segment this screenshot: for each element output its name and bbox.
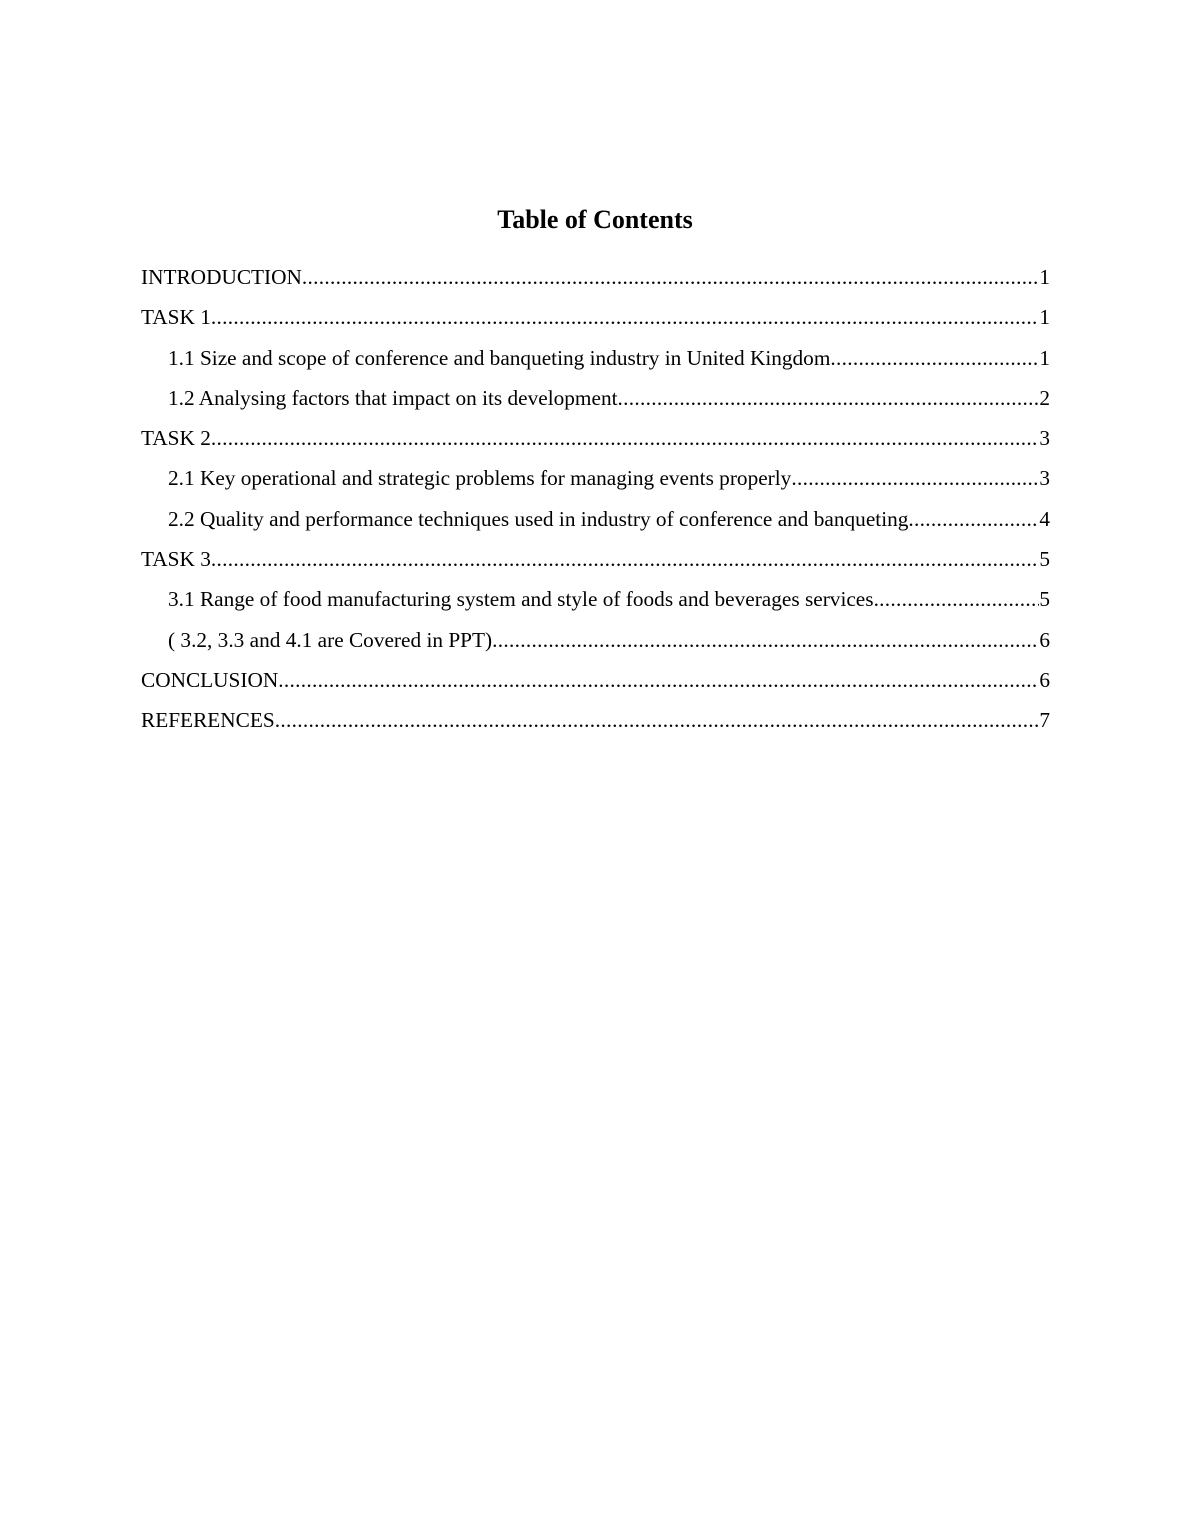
- toc-entry-2-2[interactable]: [141, 499, 1050, 539]
- toc-title: Table of Contents: [497, 205, 693, 234]
- toc-entry-text: 2.2 Quality and performance techniques used in industry of conference and banqueting: [168, 506, 909, 531]
- toc-dot-leader: [302, 257, 1039, 297]
- toc-page-number: 6: [1039, 627, 1050, 652]
- toc-dot-leader: [908, 499, 1039, 539]
- toc-list: [141, 257, 1050, 741]
- toc-dot-leader: [275, 700, 1040, 740]
- toc-entry-1-1[interactable]: [141, 338, 1050, 378]
- toc-page-number: 3: [1039, 466, 1050, 491]
- toc-dot-leader: [211, 297, 1039, 337]
- toc-entry-1-2[interactable]: [141, 378, 1050, 418]
- toc-dot-leader: [278, 660, 1039, 700]
- toc-dot-leader: [211, 418, 1039, 458]
- toc-page-number: 5: [1039, 547, 1050, 572]
- toc-entry-text: 3.1 Range of food manufacturing system and style of foods and beverages services: [168, 587, 874, 612]
- toc-page-number: 7: [1039, 708, 1050, 733]
- toc-entry-text: REFERENCES: [141, 708, 275, 733]
- toc-entry-text: CONCLUSION: [141, 667, 279, 692]
- toc-page-number: 5: [1039, 587, 1050, 612]
- toc-page-number: 1: [1039, 265, 1050, 289]
- toc-entry-text: TASK 3: [141, 547, 211, 572]
- toc-page-number: 1: [1039, 345, 1050, 370]
- toc-entry-text: TASK 1: [141, 305, 211, 330]
- toc-page-number: 6: [1039, 667, 1050, 692]
- toc-entry-text: 1.2 Analysing factors that impact on its development: [168, 385, 618, 410]
- toc-dot-leader: [791, 458, 1039, 498]
- toc-entry-3-1[interactable]: [141, 579, 1050, 619]
- toc-page-number: 2: [1039, 385, 1050, 410]
- toc-dot-leader: [211, 539, 1039, 579]
- toc-entry-text: ( 3.2, 3.3 and 4.1 are Covered in PPT): [168, 627, 493, 652]
- toc-entry-text: 1.1 Size and scope of conference and banqueting industry in United Kingdom: [168, 345, 831, 370]
- toc-entry-task-3[interactable]: [141, 539, 1050, 579]
- toc-dot-leader: [492, 620, 1039, 660]
- toc-entry-2-1[interactable]: [141, 458, 1050, 498]
- toc-page-number: 3: [1039, 426, 1050, 451]
- toc-dot-leader: [830, 338, 1039, 378]
- toc-entry-text: TASK 2: [141, 426, 211, 451]
- toc-entry-references[interactable]: [141, 700, 1050, 740]
- toc-entry-task-1[interactable]: [141, 297, 1050, 337]
- toc-entry-conclusion[interactable]: [141, 660, 1050, 700]
- toc-entry-text: 2.1 Key operational and strategic problems for managing events properly: [168, 466, 792, 491]
- toc-entry-text: INTRODUCTION: [141, 265, 302, 289]
- toc-page-number: 4: [1039, 506, 1050, 531]
- toc-entry-introduction[interactable]: [141, 257, 1050, 297]
- toc-dot-leader: [618, 378, 1040, 418]
- toc-entry-ppt-note[interactable]: [141, 620, 1050, 660]
- toc-page-number: 1: [1039, 305, 1050, 330]
- toc-entry-task-2[interactable]: [141, 418, 1050, 458]
- toc-dot-leader: [874, 579, 1040, 619]
